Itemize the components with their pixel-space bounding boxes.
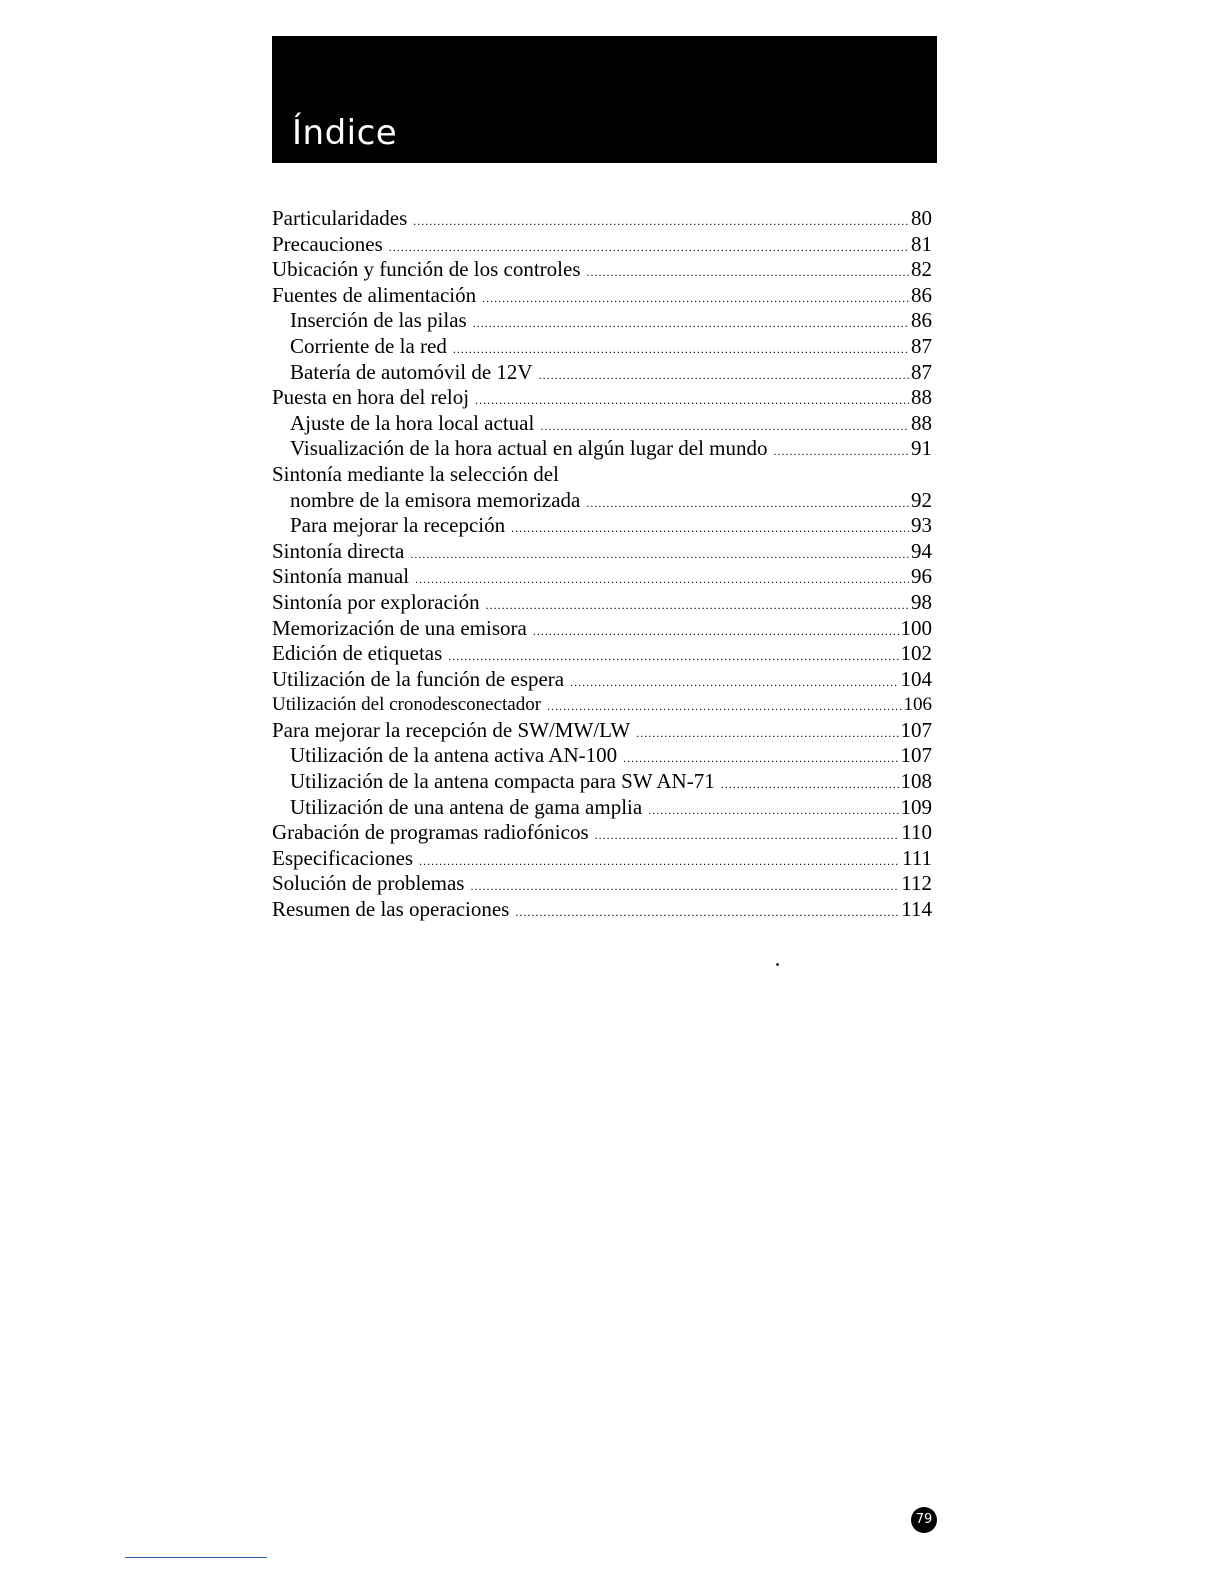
toc-entry-label: Sintonía por exploración [272,589,480,614]
toc-entry-label: Visualización de la hora actual en algún lugar del mundo [290,436,768,461]
toc-entry-page: 114 [901,897,932,922]
toc-entry-page: 82 [911,257,932,282]
title-banner [272,36,937,163]
toc-entry-label: Solución de problemas [272,871,465,896]
toc-entry-page: 102 [900,641,932,666]
toc-entry[interactable] [272,488,932,514]
toc-entry[interactable] [272,462,932,488]
toc-entry-label: Particularidades [272,206,408,230]
dot-leader [586,491,909,517]
toc-entry-label: Fuentes de alimentación [272,282,477,307]
toc-entry-page: 86 [911,308,932,333]
dot-leader [515,900,899,926]
toc-entry-page: 107 [900,743,932,768]
dot-leader [410,542,909,568]
dot-leader [486,593,909,619]
toc-entry-page: 109 [900,794,932,819]
toc-entry-page: 110 [901,820,932,845]
toc-entry-page: 88 [911,410,932,435]
toc-entry-page: 106 [903,694,932,716]
toc-entry-page: 96 [911,564,932,589]
dot-leader [570,670,898,696]
toc-entry[interactable] [272,513,932,539]
toc-entry[interactable] [272,769,932,795]
toc-entry-label: Ajuste de la hora local actual [290,410,535,435]
toc-entry-page: 108 [900,769,932,794]
toc-entry[interactable] [272,564,932,590]
toc-entry[interactable] [272,616,932,642]
toc-entry-label: Utilización de la función de espera [272,666,565,691]
dot-leader [475,388,909,414]
toc-entry[interactable] [272,692,932,718]
toc-entry-label: Inserción de las pilas [290,308,467,333]
stray-mark [776,963,779,966]
toc-entry[interactable] [272,411,932,437]
toc-entry-label: Sintonía directa [272,538,405,563]
toc-entry[interactable] [272,641,932,667]
toc-entry-label: Edición de etiquetas [272,641,443,666]
toc-entry-page: 93 [911,513,932,538]
toc-entry-label: Grabación de programas radiofónicos [272,820,589,845]
toc-entry[interactable] [272,334,932,360]
page-number-badge: 79 [911,1507,937,1533]
toc-entry-page: 107 [900,717,932,742]
dot-leader [533,619,899,645]
toc-entry-page: 104 [900,666,932,691]
page-title: Índice [292,113,398,153]
toc-entry[interactable] [272,539,932,565]
toc-entry[interactable] [272,846,932,872]
toc-entry-page: 87 [911,359,932,384]
toc-entry[interactable] [272,283,932,309]
dot-leader [470,874,899,900]
toc-entry-page: 86 [911,282,932,307]
dot-leader [773,439,909,465]
toc-entry-page: 94 [911,538,932,563]
dot-leader [636,721,898,747]
toc-entry[interactable] [272,897,932,923]
toc-entry-page: 111 [902,845,932,870]
dot-leader [547,694,901,720]
toc-entry-page: 80 [911,206,932,230]
dot-leader [482,286,909,312]
toc-entry-label: Utilización de la antena activa AN-100 [290,743,618,768]
toc-entry-page: 98 [911,589,932,614]
toc-entry-label: Memorización de una emisora [272,615,527,640]
toc-entry[interactable] [272,590,932,616]
toc-entry-label: Resumen de las operaciones [272,897,510,922]
dot-leader [648,798,898,824]
toc-entry-label: Ubicación y función de los controles [272,257,581,282]
toc-entry[interactable] [272,308,932,334]
dot-leader [595,823,900,849]
toc-entry[interactable] [272,206,932,232]
dot-leader [587,260,910,286]
toc-entry-page: 112 [901,871,932,896]
toc-entry-label: Para mejorar la recepción [290,513,506,538]
dot-leader [473,311,909,337]
toc-entry-label: Sintonía mediante la selección del [272,461,559,486]
toc-entry[interactable] [272,436,932,462]
toc-entry-page: 87 [911,333,932,358]
toc-entry-page: 92 [911,487,932,512]
dot-leader [539,363,909,389]
dot-leader [413,209,909,235]
toc-entry-label: Utilización de la antena compacta para SW AN-71 [290,769,715,794]
toc-entry-label: Puesta en hora del reloj [272,385,470,410]
dot-leader [419,849,900,875]
toc-entry[interactable] [272,385,932,411]
toc-entry-label: Para mejorar la recepción de SW/MW/LW [272,717,631,742]
toc-entry[interactable] [272,871,932,897]
toc-entry-page: 81 [911,231,932,256]
toc-entry-label: Especificaciones [272,845,414,870]
toc-entry[interactable] [272,667,932,693]
toc-entry[interactable] [272,257,932,283]
toc-entry-label: Precauciones [272,231,383,256]
toc-entry-page: 100 [900,615,932,640]
toc-entry[interactable] [272,743,932,769]
toc-entry[interactable] [272,795,932,821]
dot-leader [415,567,909,593]
toc-entry-label: Batería de automóvil de 12V [290,359,533,384]
toc-entry-page: 91 [911,436,932,461]
toc-entry-label: Utilización de una antena de gama amplia [290,794,643,819]
bottom-rule [125,1557,267,1558]
toc-entry[interactable] [272,232,932,258]
toc-entry-label: Sintonía manual [272,564,410,589]
toc-entry-page: 88 [911,385,932,410]
toc-entry-label: nombre de la emisora memorizada [290,487,581,512]
toc-entry-label: Corriente de la red [290,333,447,358]
toc-entry-label: Utilización del cronodesconectador [272,694,542,716]
table-of-contents [272,206,932,923]
toc-entry[interactable] [272,360,932,386]
dot-leader [511,516,909,542]
dot-leader [721,772,899,798]
toc-entry[interactable] [272,820,932,846]
toc-entry[interactable] [272,718,932,744]
